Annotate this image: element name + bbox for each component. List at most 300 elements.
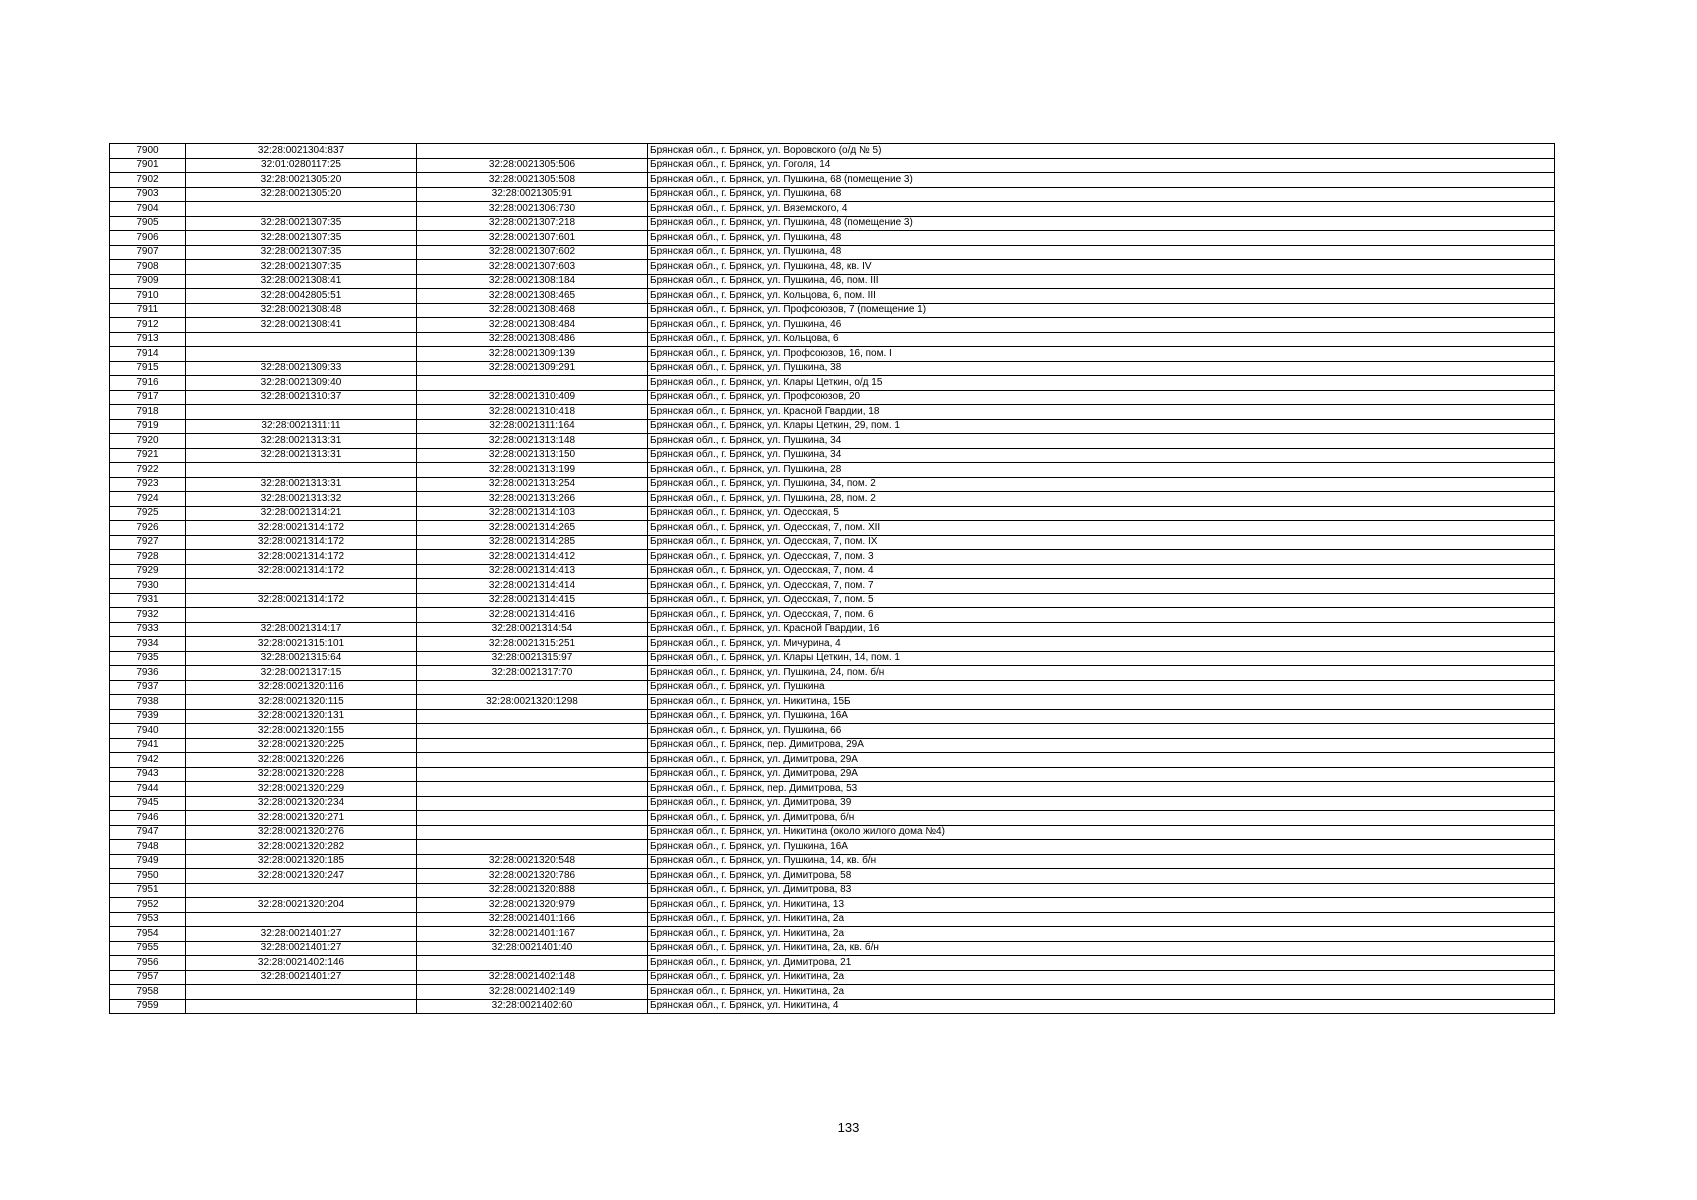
address-cell: Брянская обл., г. Брянск, ул. Пушкина, 68 (помещение 3) [648,173,1555,188]
object-cadastral-number-cell: 32:28:0021306:730 [417,202,648,217]
table-row [110,579,1555,594]
land-cadastral-number-cell: 32:28:0021320:131 [186,709,417,724]
land-cadastral-number-cell: 32:28:0021313:31 [186,434,417,449]
address-cell: Брянская обл., г. Брянск, ул. Красной Гвардии, 18 [648,405,1555,420]
object-cadastral-number-cell: 32:28:0021308:484 [417,318,648,333]
land-cadastral-number-cell [186,347,417,362]
address-cell: Брянская обл., г. Брянск, ул. Пушкина, 28 [648,463,1555,478]
row-number-cell: 7942 [110,753,186,768]
object-cadastral-number-cell [417,144,648,159]
table-row [110,216,1555,231]
land-cadastral-number-cell: 32:28:0021320:271 [186,811,417,826]
object-cadastral-number-cell: 32:28:0021307:218 [417,216,648,231]
row-number-cell: 7917 [110,390,186,405]
row-number-cell: 7915 [110,361,186,376]
object-cadastral-number-cell: 32:28:0021320:548 [417,854,648,869]
object-cadastral-number-cell [417,796,648,811]
land-cadastral-number-cell: 32:28:0021320:229 [186,782,417,797]
address-cell: Брянская обл., г. Брянск, ул. Пушкина, 38 [648,361,1555,376]
row-number-cell: 7959 [110,999,186,1014]
object-cadastral-number-cell [417,811,648,826]
row-number-cell: 7920 [110,434,186,449]
row-number-cell: 7946 [110,811,186,826]
address-cell: Брянская обл., г. Брянск, ул. Гоголя, 14 [648,158,1555,173]
table-row [110,506,1555,521]
land-cadastral-number-cell [186,463,417,478]
table-row [110,231,1555,246]
object-cadastral-number-cell: 32:28:0021314:416 [417,608,648,623]
row-number-cell: 7911 [110,303,186,318]
row-number-cell: 7955 [110,941,186,956]
table-row [110,825,1555,840]
land-cadastral-number-cell: 32:28:0021314:172 [186,593,417,608]
row-number-cell: 7913 [110,332,186,347]
address-cell: Брянская обл., г. Брянск, ул. Пушкина, 48 [648,231,1555,246]
land-cadastral-number-cell [186,202,417,217]
row-number-cell: 7905 [110,216,186,231]
address-cell: Брянская обл., г. Брянск, ул. Одесская, 7, пом. 4 [648,564,1555,579]
object-cadastral-number-cell: 32:28:0021305:508 [417,173,648,188]
address-cell: Брянская обл., г. Брянск, ул. Пушкина, 48 (помещение 3) [648,216,1555,231]
object-cadastral-number-cell: 32:28:0021308:465 [417,289,648,304]
table-row [110,912,1555,927]
land-cadastral-number-cell: 32:28:0042805:51 [186,289,417,304]
object-cadastral-number-cell: 32:28:0021308:468 [417,303,648,318]
table-row [110,535,1555,550]
land-cadastral-number-cell: 32:28:0021314:172 [186,550,417,565]
address-cell: Брянская обл., г. Брянск, ул. Пушкина, 46, пом. III [648,274,1555,289]
land-cadastral-number-cell: 32:28:0021317:15 [186,666,417,681]
table-row [110,666,1555,681]
address-cell: Брянская обл., г. Брянск, ул. Профсоюзов, 16, пом. I [648,347,1555,362]
land-cadastral-number-cell [186,405,417,420]
table-row [110,448,1555,463]
table-row [110,158,1555,173]
table-row [110,318,1555,333]
object-cadastral-number-cell: 32:28:0021314:413 [417,564,648,579]
row-number-cell: 7908 [110,260,186,275]
table-row [110,782,1555,797]
address-cell: Брянская обл., г. Брянск, ул. Клары Цеткин, о/д 15 [648,376,1555,391]
row-number-cell: 7928 [110,550,186,565]
land-cadastral-number-cell: 32:28:0021310:37 [186,390,417,405]
row-number-cell: 7954 [110,927,186,942]
land-cadastral-number-cell [186,883,417,898]
address-cell: Брянская обл., г. Брянск, ул. Одесская, 7, пом. XII [648,521,1555,536]
address-cell: Брянская обл., г. Брянск, ул. Мичурина, 4 [648,637,1555,652]
land-cadastral-number-cell: 32:28:0021320:116 [186,680,417,695]
table-row [110,173,1555,188]
object-cadastral-number-cell: 32:28:0021313:199 [417,463,648,478]
table-row [110,564,1555,579]
row-number-cell: 7919 [110,419,186,434]
land-cadastral-number-cell: 32:28:0021320:282 [186,840,417,855]
land-cadastral-number-cell: 32:28:0021320:115 [186,695,417,710]
table-row [110,999,1555,1014]
table-row [110,390,1555,405]
land-cadastral-number-cell: 32:28:0021401:27 [186,941,417,956]
table-row [110,202,1555,217]
table-row [110,477,1555,492]
land-cadastral-number-cell: 32:28:0021314:172 [186,535,417,550]
row-number-cell: 7906 [110,231,186,246]
row-number-cell: 7947 [110,825,186,840]
row-number-cell: 7934 [110,637,186,652]
address-cell: Брянская обл., г. Брянск, ул. Одесская, 7, пом. 3 [648,550,1555,565]
address-cell: Брянская обл., г. Брянск, ул. Пушкина, 46 [648,318,1555,333]
table-row [110,840,1555,855]
land-cadastral-number-cell: 32:28:0021314:17 [186,622,417,637]
table-row [110,245,1555,260]
land-cadastral-number-cell: 32:28:0021320:276 [186,825,417,840]
object-cadastral-number-cell: 32:28:0021314:415 [417,593,648,608]
table-row [110,753,1555,768]
table-row [110,187,1555,202]
table-row [110,463,1555,478]
row-number-cell: 7951 [110,883,186,898]
land-cadastral-number-cell: 32:28:0021308:41 [186,274,417,289]
object-cadastral-number-cell [417,840,648,855]
row-number-cell: 7945 [110,796,186,811]
table-row [110,550,1555,565]
row-number-cell: 7909 [110,274,186,289]
row-number-cell: 7900 [110,144,186,159]
object-cadastral-number-cell [417,680,648,695]
table-row [110,970,1555,985]
registry-table-body [110,144,1555,1014]
address-cell: Брянская обл., г. Брянск, ул. Воровского (о/д № 5) [648,144,1555,159]
land-cadastral-number-cell: 32:28:0021320:225 [186,738,417,753]
address-cell: Брянская обл., г. Брянск, ул. Никитина, 2а [648,970,1555,985]
object-cadastral-number-cell: 32:28:0021401:166 [417,912,648,927]
object-cadastral-number-cell: 32:28:0021311:164 [417,419,648,434]
row-number-cell: 7933 [110,622,186,637]
address-cell: Брянская обл., г. Брянск, ул. Пушкина, 14, кв. б/н [648,854,1555,869]
land-cadastral-number-cell [186,999,417,1014]
address-cell: Брянская обл., г. Брянск, ул. Пушкина, 24, пом. б/н [648,666,1555,681]
object-cadastral-number-cell: 32:28:0021320:1298 [417,695,648,710]
row-number-cell: 7950 [110,869,186,884]
address-cell: Брянская обл., г. Брянск, ул. Пушкина, 16А [648,709,1555,724]
object-cadastral-number-cell: 32:28:0021310:418 [417,405,648,420]
table-row [110,608,1555,623]
object-cadastral-number-cell: 32:28:0021317:70 [417,666,648,681]
address-cell: Брянская обл., г. Брянск, ул. Никитина (около жилого дома №4) [648,825,1555,840]
object-cadastral-number-cell: 32:28:0021308:184 [417,274,648,289]
row-number-cell: 7927 [110,535,186,550]
object-cadastral-number-cell: 32:28:0021401:40 [417,941,648,956]
row-number-cell: 7924 [110,492,186,507]
row-number-cell: 7926 [110,521,186,536]
row-number-cell: 7912 [110,318,186,333]
land-cadastral-number-cell [186,985,417,1000]
address-cell: Брянская обл., г. Брянск, ул. Красной Гвардии, 16 [648,622,1555,637]
row-number-cell: 7937 [110,680,186,695]
row-number-cell: 7938 [110,695,186,710]
table-row [110,796,1555,811]
object-cadastral-number-cell [417,782,648,797]
row-number-cell: 7939 [110,709,186,724]
table-row [110,651,1555,666]
object-cadastral-number-cell: 32:28:0021320:888 [417,883,648,898]
address-cell: Брянская обл., г. Брянск, ул. Одесская, 7, пом. IX [648,535,1555,550]
land-cadastral-number-cell: 32:28:0021313:31 [186,477,417,492]
land-cadastral-number-cell: 32:28:0021315:101 [186,637,417,652]
land-cadastral-number-cell: 32:28:0021314:172 [186,521,417,536]
address-cell: Брянская обл., г. Брянск, ул. Никитина, 2а [648,985,1555,1000]
object-cadastral-number-cell [417,376,648,391]
address-cell: Брянская обл., г. Брянск, ул. Пушкина, 28, пом. 2 [648,492,1555,507]
row-number-cell: 7958 [110,985,186,1000]
object-cadastral-number-cell: 32:28:0021314:414 [417,579,648,594]
land-cadastral-number-cell: 32:28:0021313:32 [186,492,417,507]
row-number-cell: 7914 [110,347,186,362]
table-row [110,434,1555,449]
land-cadastral-number-cell: 32:28:0021320:234 [186,796,417,811]
table-row [110,419,1555,434]
land-cadastral-number-cell: 32:28:0021320:185 [186,854,417,869]
address-cell: Брянская обл., г. Брянск, ул. Пушкина, 34 [648,448,1555,463]
table-row [110,956,1555,971]
row-number-cell: 7935 [110,651,186,666]
table-row [110,593,1555,608]
land-cadastral-number-cell: 32:28:0021320:155 [186,724,417,739]
object-cadastral-number-cell: 32:28:0021401:167 [417,927,648,942]
row-number-cell: 7940 [110,724,186,739]
object-cadastral-number-cell [417,956,648,971]
object-cadastral-number-cell [417,738,648,753]
address-cell: Брянская обл., г. Брянск, пер. Димитрова, 29А [648,738,1555,753]
registry-table [109,143,1555,1014]
land-cadastral-number-cell: 32:28:0021320:228 [186,767,417,782]
table-row [110,738,1555,753]
land-cadastral-number-cell: 32:28:0021313:31 [186,448,417,463]
land-cadastral-number-cell [186,332,417,347]
object-cadastral-number-cell: 32:28:0021307:603 [417,260,648,275]
table-row [110,347,1555,362]
table-row [110,883,1555,898]
object-cadastral-number-cell: 32:28:0021314:285 [417,535,648,550]
table-row [110,724,1555,739]
object-cadastral-number-cell: 32:28:0021314:54 [417,622,648,637]
land-cadastral-number-cell: 32:28:0021309:40 [186,376,417,391]
land-cadastral-number-cell: 32:28:0021307:35 [186,245,417,260]
address-cell: Брянская обл., г. Брянск, ул. Профсоюзов, 7 (помещение 1) [648,303,1555,318]
object-cadastral-number-cell: 32:28:0021320:979 [417,898,648,913]
table-row [110,927,1555,942]
table-row [110,622,1555,637]
row-number-cell: 7903 [110,187,186,202]
address-cell: Брянская обл., г. Брянск, ул. Пушкина, 48 [648,245,1555,260]
row-number-cell: 7944 [110,782,186,797]
row-number-cell: 7923 [110,477,186,492]
row-number-cell: 7953 [110,912,186,927]
table-row [110,811,1555,826]
land-cadastral-number-cell: 32:28:0021401:27 [186,927,417,942]
address-cell: Брянская обл., г. Брянск, ул. Вяземского, 4 [648,202,1555,217]
object-cadastral-number-cell [417,825,648,840]
land-cadastral-number-cell: 32:28:0021305:20 [186,173,417,188]
address-cell: Брянская обл., г. Брянск, ул. Пушкина, 68 [648,187,1555,202]
row-number-cell: 7948 [110,840,186,855]
address-cell: Брянская обл., г. Брянск, ул. Пушкина [648,680,1555,695]
object-cadastral-number-cell: 32:28:0021315:97 [417,651,648,666]
table-row [110,709,1555,724]
table-row [110,680,1555,695]
address-cell: Брянская обл., г. Брянск, ул. Кольцова, 6 [648,332,1555,347]
row-number-cell: 7932 [110,608,186,623]
address-cell: Брянская обл., г. Брянск, ул. Никитина, 4 [648,999,1555,1014]
address-cell: Брянская обл., г. Брянск, ул. Пушкина, 16А [648,840,1555,855]
land-cadastral-number-cell: 32:28:0021320:226 [186,753,417,768]
land-cadastral-number-cell: 32:28:0021307:35 [186,231,417,246]
row-number-cell: 7907 [110,245,186,260]
address-cell: Брянская обл., г. Брянск, ул. Никитина, 2а [648,927,1555,942]
object-cadastral-number-cell: 32:28:0021305:506 [417,158,648,173]
table-row [110,492,1555,507]
address-cell: Брянская обл., г. Брянск, ул. Кольцова, 6, пом. III [648,289,1555,304]
row-number-cell: 7916 [110,376,186,391]
address-cell: Брянская обл., г. Брянск, ул. Никитина, 15Б [648,695,1555,710]
row-number-cell: 7941 [110,738,186,753]
address-cell: Брянская обл., г. Брянск, ул. Пушкина, 34, пом. 2 [648,477,1555,492]
table-row [110,332,1555,347]
row-number-cell: 7918 [110,405,186,420]
row-number-cell: 7904 [110,202,186,217]
address-cell: Брянская обл., г. Брянск, ул. Клары Цеткин, 14, пом. 1 [648,651,1555,666]
row-number-cell: 7931 [110,593,186,608]
table-row [110,767,1555,782]
land-cadastral-number-cell: 32:28:0021314:172 [186,564,417,579]
object-cadastral-number-cell: 32:28:0021320:786 [417,869,648,884]
object-cadastral-number-cell: 32:28:0021313:148 [417,434,648,449]
address-cell: Брянская обл., г. Брянск, ул. Никитина, 13 [648,898,1555,913]
address-cell: Брянская обл., г. Брянск, ул. Одесская, 5 [648,506,1555,521]
address-cell: Брянская обл., г. Брянск, ул. Димитрова, 39 [648,796,1555,811]
land-cadastral-number-cell [186,912,417,927]
land-cadastral-number-cell: 32:28:0021320:204 [186,898,417,913]
object-cadastral-number-cell: 32:28:0021307:602 [417,245,648,260]
row-number-cell: 7921 [110,448,186,463]
object-cadastral-number-cell: 32:28:0021314:103 [417,506,648,521]
row-number-cell: 7910 [110,289,186,304]
address-cell: Брянская обл., г. Брянск, ул. Пушкина, 48, кв. IV [648,260,1555,275]
row-number-cell: 7936 [110,666,186,681]
land-cadastral-number-cell: 32:28:0021309:33 [186,361,417,376]
table-row [110,695,1555,710]
row-number-cell: 7902 [110,173,186,188]
land-cadastral-number-cell: 32:28:0021304:837 [186,144,417,159]
table-row [110,854,1555,869]
land-cadastral-number-cell: 32:28:0021320:247 [186,869,417,884]
row-number-cell: 7901 [110,158,186,173]
table-row [110,260,1555,275]
table-row [110,985,1555,1000]
object-cadastral-number-cell: 32:28:0021309:291 [417,361,648,376]
land-cadastral-number-cell: 32:28:0021308:41 [186,318,417,333]
row-number-cell: 7922 [110,463,186,478]
object-cadastral-number-cell: 32:28:0021315:251 [417,637,648,652]
object-cadastral-number-cell: 32:28:0021307:601 [417,231,648,246]
land-cadastral-number-cell: 32:28:0021402:146 [186,956,417,971]
address-cell: Брянская обл., г. Брянск, ул. Димитрова, 29А [648,767,1555,782]
address-cell: Брянская обл., г. Брянск, ул. Димитрова, б/н [648,811,1555,826]
address-cell: Брянская обл., г. Брянск, ул. Пушкина, 34 [648,434,1555,449]
land-cadastral-number-cell: 32:01:0280117:25 [186,158,417,173]
object-cadastral-number-cell: 32:28:0021314:412 [417,550,648,565]
row-number-cell: 7929 [110,564,186,579]
table-row [110,376,1555,391]
object-cadastral-number-cell [417,753,648,768]
address-cell: Брянская обл., г. Брянск, ул. Одесская, 7, пом. 6 [648,608,1555,623]
table-row [110,869,1555,884]
object-cadastral-number-cell: 32:28:0021313:150 [417,448,648,463]
row-number-cell: 7943 [110,767,186,782]
table-row [110,303,1555,318]
object-cadastral-number-cell: 32:28:0021310:409 [417,390,648,405]
object-cadastral-number-cell [417,724,648,739]
table-row [110,361,1555,376]
object-cadastral-number-cell: 32:28:0021402:60 [417,999,648,1014]
land-cadastral-number-cell: 32:28:0021307:35 [186,216,417,231]
address-cell: Брянская обл., г. Брянск, пер. Димитрова, 53 [648,782,1555,797]
land-cadastral-number-cell: 32:28:0021315:64 [186,651,417,666]
object-cadastral-number-cell: 32:28:0021314:265 [417,521,648,536]
row-number-cell: 7930 [110,579,186,594]
object-cadastral-number-cell: 32:28:0021402:148 [417,970,648,985]
row-number-cell: 7957 [110,970,186,985]
address-cell: Брянская обл., г. Брянск, ул. Димитрова, 58 [648,869,1555,884]
object-cadastral-number-cell: 32:28:0021309:139 [417,347,648,362]
object-cadastral-number-cell [417,709,648,724]
land-cadastral-number-cell [186,579,417,594]
row-number-cell: 7952 [110,898,186,913]
land-cadastral-number-cell: 32:28:0021311:11 [186,419,417,434]
page-number: 133 [837,1120,860,1135]
address-cell: Брянская обл., г. Брянск, ул. Никитина, 2а [648,912,1555,927]
address-cell: Брянская обл., г. Брянск, ул. Одесская, 7, пом. 7 [648,579,1555,594]
land-cadastral-number-cell: 32:28:0021308:48 [186,303,417,318]
table-row [110,405,1555,420]
table-row [110,898,1555,913]
table-row [110,521,1555,536]
object-cadastral-number-cell: 32:28:0021402:149 [417,985,648,1000]
address-cell: Брянская обл., г. Брянск, ул. Профсоюзов, 20 [648,390,1555,405]
land-cadastral-number-cell: 32:28:0021401:27 [186,970,417,985]
object-cadastral-number-cell: 32:28:0021313:254 [417,477,648,492]
address-cell: Брянская обл., г. Брянск, ул. Димитрова, 29А [648,753,1555,768]
object-cadastral-number-cell: 32:28:0021305:91 [417,187,648,202]
land-cadastral-number-cell: 32:28:0021305:20 [186,187,417,202]
table-row [110,144,1555,159]
land-cadastral-number-cell [186,608,417,623]
object-cadastral-number-cell: 32:28:0021308:486 [417,332,648,347]
row-number-cell: 7956 [110,956,186,971]
object-cadastral-number-cell [417,767,648,782]
address-cell: Брянская обл., г. Брянск, ул. Одесская, 7, пом. 5 [648,593,1555,608]
table-row [110,637,1555,652]
object-cadastral-number-cell: 32:28:0021313:266 [417,492,648,507]
row-number-cell: 7925 [110,506,186,521]
table-row [110,941,1555,956]
address-cell: Брянская обл., г. Брянск, ул. Димитрова, 83 [648,883,1555,898]
address-cell: Брянская обл., г. Брянск, ул. Пушкина, 66 [648,724,1555,739]
table-row [110,289,1555,304]
row-number-cell: 7949 [110,854,186,869]
address-cell: Брянская обл., г. Брянск, ул. Димитрова, 21 [648,956,1555,971]
land-cadastral-number-cell: 32:28:0021314:21 [186,506,417,521]
table-row [110,274,1555,289]
